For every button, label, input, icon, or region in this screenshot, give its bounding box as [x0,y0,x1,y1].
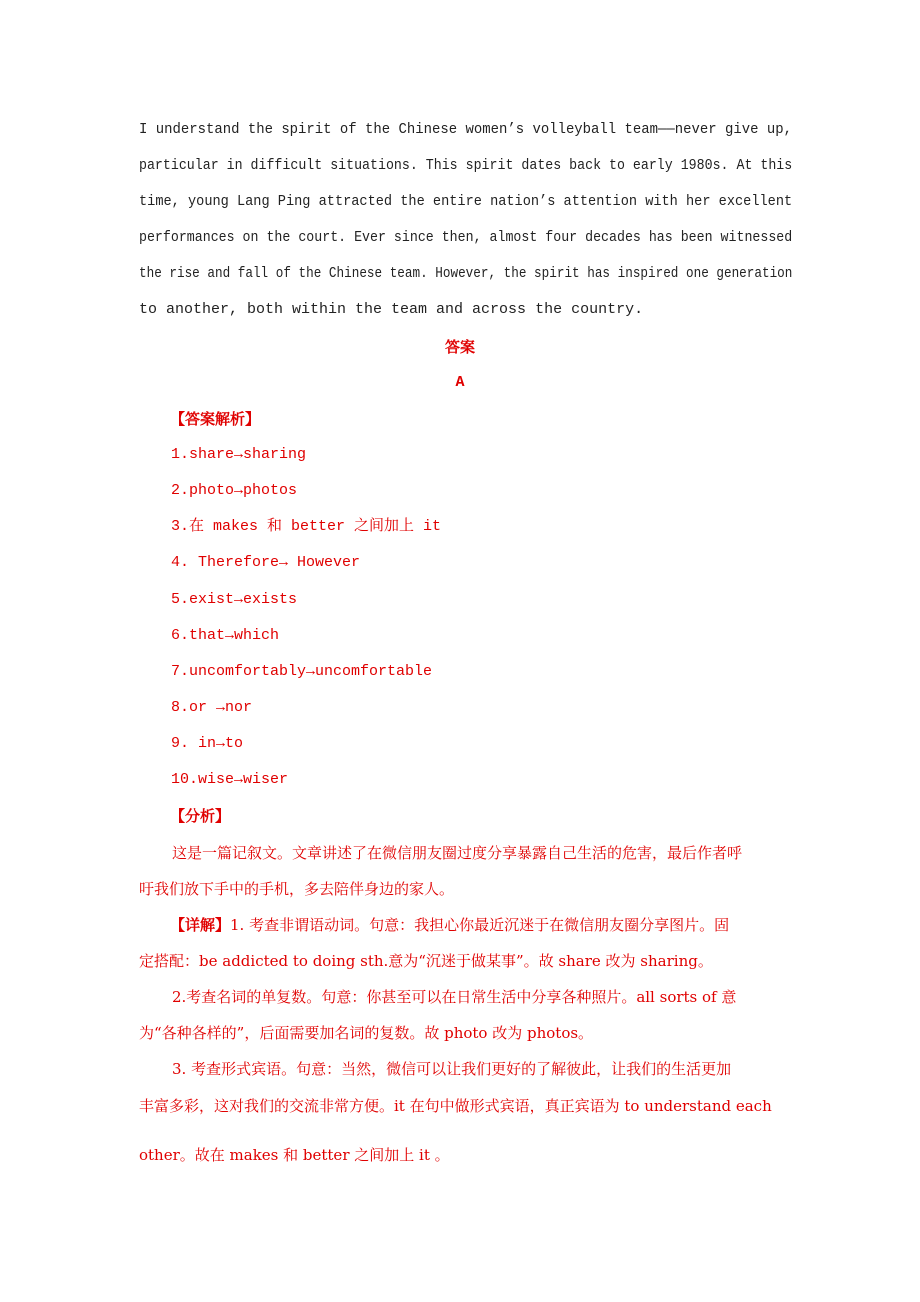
details-line: 丰富多彩，这对我们的交流非常方便。it 在句中做形式宾语，真正宾语为 to understand each [139,1097,772,1115]
details-line: other。故在 makes 和 better 之间加上 it 。 [139,1146,450,1164]
details-line [170,915,729,935]
correction-item: 3.在 makes 和 better 之间加上 it [171,518,442,535]
passage-line: time, young Lang Ping attracted the entire nation’s attention with her excellent [139,193,793,210]
analysis-line: 吁我们放下手中的手机，多去陪伴身边的家人。 [139,880,455,898]
correction-item: 5.exist→exists [171,591,298,608]
correction-item: 1.share→sharing [171,446,307,463]
details-line: 定搭配：be addicted to doing sth.意为“沉迷于做某事”。故 share 改为 sharing。 [139,952,713,970]
answer-heading: 答案 [444,338,475,356]
passage-line: to another, both within the team and across the country. [139,301,644,318]
answer-analysis-label: 【答案解析】 [170,410,261,428]
correction-item: 9. in→to [171,735,244,752]
details-line: 2.考查名词的单复数。句意：你甚至可以在日常生活中分享各种照片。all sorts of 意 [172,988,737,1006]
answer-letter: A [455,374,465,391]
correction-item: 2.photo→photos [171,482,298,499]
correction-item: 8.or →nor [171,699,253,716]
passage-line: particular in difficult situations. This spirit dates back to early 1980s. At this [139,157,793,174]
details-line: 为“各种各样的”，后面需要加名词的复数。故 photo 改为 photos。 [139,1024,594,1042]
correction-item: 4. Therefore→ However [171,554,361,571]
analysis-line: 这是一篇记叙文。文章讲述了在微信朋友圈过度分享暴露自己生活的危害，最后作者呼 [172,844,743,862]
details-label: 【详解】 [170,916,231,934]
analysis-label: 【分析】 [170,807,231,825]
details-p1-text: 1. 考查非谓语动词。句意：我担心你最近沉迷于在微信朋友圈分享图片。固 [230,916,730,934]
passage-line: performances on the court. Ever since then, almost four decades has been witnessed [139,229,793,246]
passage-line: I understand the spirit of the Chinese women’s volleyball team——never give up, [139,121,792,138]
correction-item: 7.uncomfortably→uncomfortable [171,663,433,680]
correction-item: 6.that→which [171,627,280,644]
correction-item: 10.wise→wiser [171,771,289,788]
passage-line: the rise and fall of the Chinese team. However, the spirit has inspired one generation [139,265,793,282]
details-line: 3. 考查形式宾语。句意：当然，微信可以让我们更好的了解彼此，让我们的生活更加 [172,1060,732,1078]
